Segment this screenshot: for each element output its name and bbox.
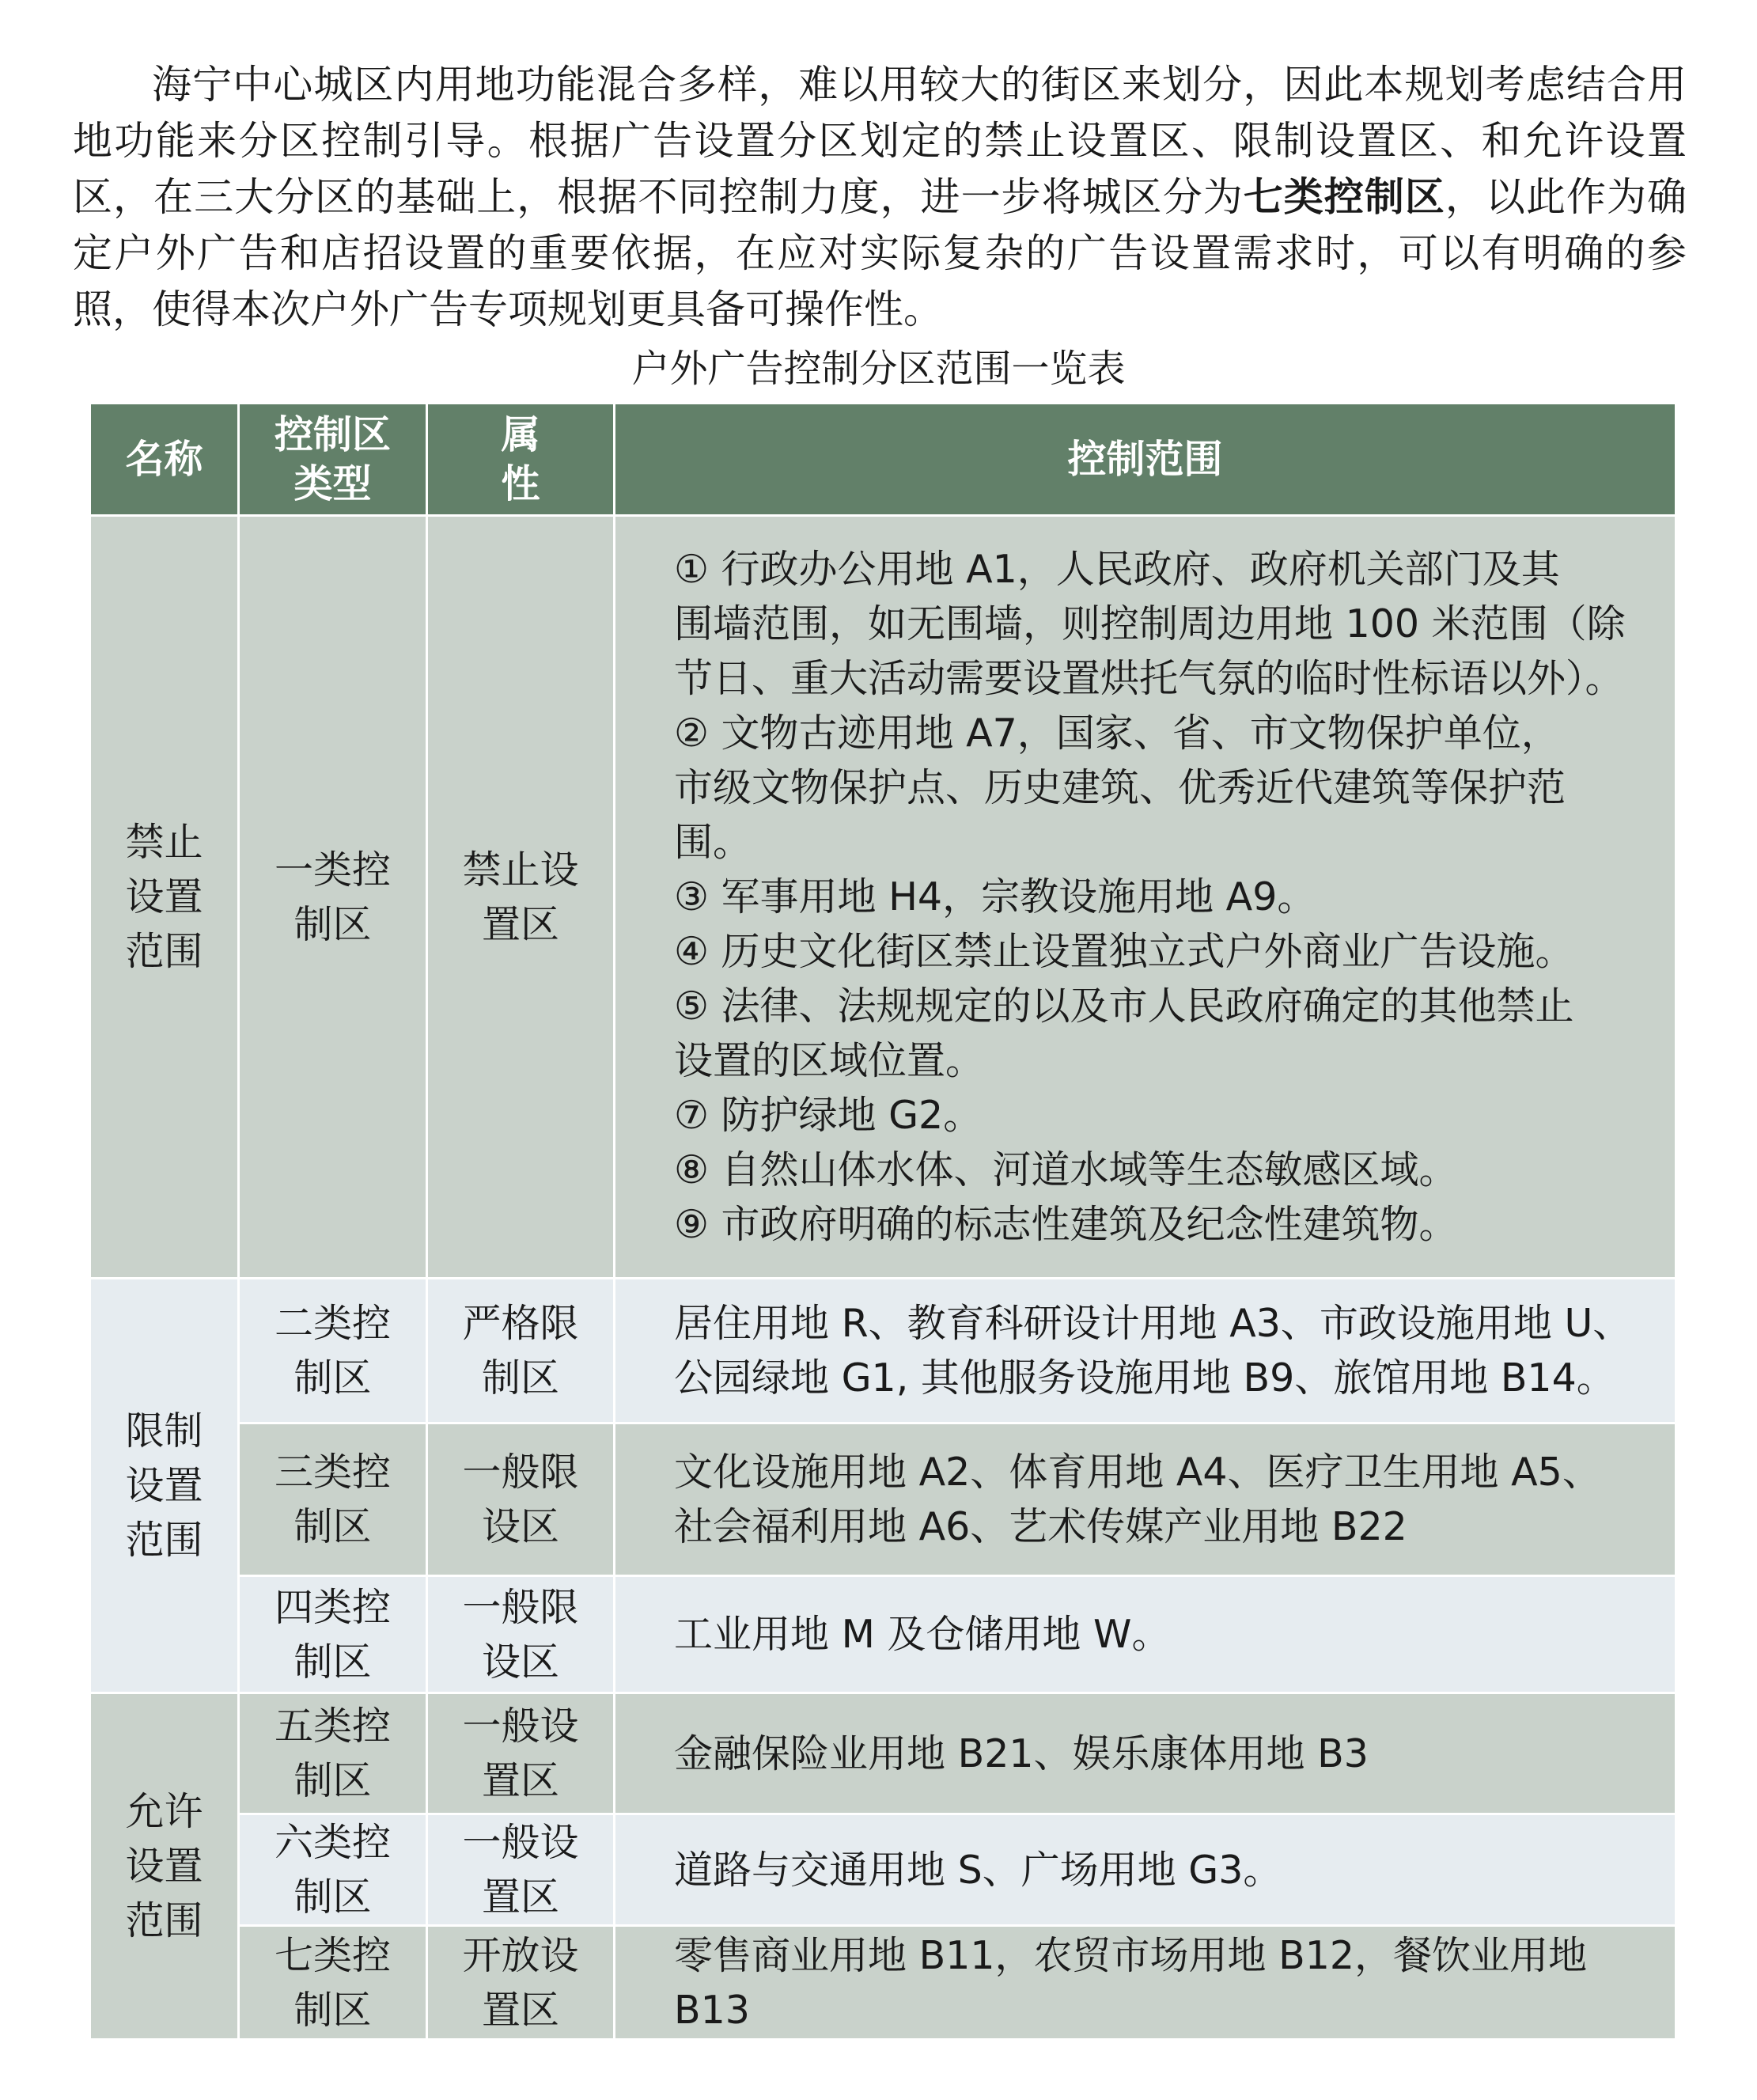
zone-type-cell: 三类控 制区 <box>239 1423 427 1576</box>
zone-scope-cell: 居住用地 R、教育科研设计用地 A3、市政设施用地 U、 公园绿地 G1, 其他服务设施用地 B9、旅馆用地 B14。 <box>615 1279 1676 1423</box>
zone-attribute-cell: 一般限 设区 <box>427 1423 615 1576</box>
zone-scope-cell: 道路与交通用地 S、广场用地 G3。 <box>615 1814 1676 1926</box>
zone-attribute-cell: 一般设 置区 <box>427 1693 615 1814</box>
zone-scope-cell: 文化设施用地 A2、体育用地 A4、医疗卫生用地 A5、 社会福利用地 A6、艺术传媒产业用地 B22 <box>615 1423 1676 1576</box>
zone-type-cell: 四类控 制区 <box>239 1576 427 1693</box>
table-row <box>90 1693 1676 1814</box>
zone-attribute-cell: 一般限 设区 <box>427 1576 615 1693</box>
header-attribute: 属 性 <box>427 404 615 516</box>
table-row <box>90 1279 1676 1423</box>
zone-attribute-cell: 严格限 制区 <box>427 1279 615 1423</box>
zone-type-cell: 二类控 制区 <box>239 1279 427 1423</box>
control-zone-table <box>89 402 1677 2041</box>
zone-type-cell: 七类控 制区 <box>239 1926 427 2040</box>
table-row <box>90 516 1676 1279</box>
header-name: 名称 <box>90 404 239 516</box>
zone-attribute-cell: 禁止设 置区 <box>427 516 615 1279</box>
zone-scope-cell: 零售商业用地 B11，农贸市场用地 B12，餐饮业用地 B13 <box>615 1926 1676 2040</box>
intro-bold-keyword: 七类控制区 <box>1243 174 1445 220</box>
zone-scope-cell: 金融保险业用地 B21、娱乐康体用地 B3 <box>615 1693 1676 1814</box>
zone-scope-cell: ① 行政办公用地 A1，人民政府、政府机关部门及其 围墙范围，如无围墙，则控制周边用地 100 米范围（除 节日、重大活动需要设置烘托气氛的临时性标语以外）。 ② 文物古迹用地 A7，国家、省、市文物保护单位， 市级文物保护点、历史建筑、优秀近代建筑等保护范围。 ③ 军事用地 H4，宗教设施用地 A9。 ④ 历史文化街区禁止设置独立式户外商业广告设施。 ⑤ 法律、法规规定的以及市人民政府确定的其他禁止 设置的区域位置。 ⑦ 防护绿地 G2。 ⑧ 自然山体水体、河道水域等生态敏感区域。 ⑨ 市政府明确的标志性建筑及纪念性建筑物。 <box>615 516 1676 1279</box>
zone-scope-cell: 工业用地 M 及仓储用地 W。 <box>615 1576 1676 1693</box>
group-name-prohibited: 禁止 设置 范围 <box>90 516 239 1279</box>
intro-text-start: 海宁中心城区内用地功能混合多样，难以用较大的街区来划分，因此本规划考虑结合用地功能来分区控制引导。根据广告设置分区划定的禁止设置区、限制设置区、和允许设置区，在三大分区的基础上，根据不同控制力度，进一步将城区分为 <box>73 62 1687 220</box>
zone-type-cell: 一类控 制区 <box>239 516 427 1279</box>
intro-text-end: ，以此作为确定户外广告和店招设置的重要依据，在应对实际复杂的广告设置需求时，可以有明确的参照，使得本次户外广告专项规划更具备可操作性。 <box>73 174 1687 332</box>
table-row <box>90 1576 1676 1693</box>
group-name-permitted: 允许 设置 范围 <box>90 1693 239 2040</box>
header-scope: 控制范围 <box>615 404 1676 516</box>
table-row <box>90 1814 1676 1926</box>
table-row <box>90 1423 1676 1576</box>
table-row <box>90 1926 1676 2040</box>
zone-attribute-cell: 一般设 置区 <box>427 1814 615 1926</box>
group-name-restricted: 限制 设置 范围 <box>90 1279 239 1693</box>
header-zone-type: 控制区 类型 <box>239 404 427 516</box>
table-header-row <box>90 404 1676 516</box>
zone-type-cell: 五类控 制区 <box>239 1693 427 1814</box>
table-caption: 户外广告控制分区范围一览表 <box>631 347 1126 391</box>
zone-attribute-cell: 开放设 置区 <box>427 1926 615 2040</box>
intro-paragraph <box>73 57 1687 338</box>
zone-type-cell: 六类控 制区 <box>239 1814 427 1926</box>
